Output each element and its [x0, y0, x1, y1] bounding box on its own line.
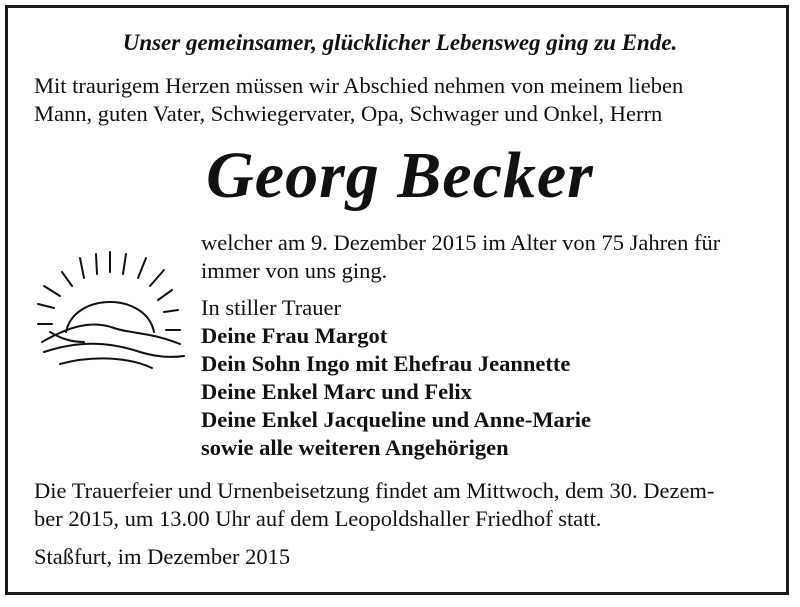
intro-line-1: Mit traurigem Herzen müssen wir Abschied nehmen von meinem lieben — [34, 73, 684, 98]
place-date: Staßfurt, im Dezember 2015 — [34, 544, 291, 569]
sunset-hills-icon — [30, 240, 190, 375]
mourner-line-5: sowie alle weiteren Angehörigen — [201, 435, 509, 460]
mourner-line-3: Deine Enkel Marc und Felix — [201, 379, 472, 404]
deceased-name: Georg Becker — [206, 139, 594, 212]
headline: Unser gemeinsamer, glücklicher Lebensweg ging zu Ende. — [122, 30, 678, 55]
death-details-line-2: immer von uns ging. — [201, 258, 388, 283]
ceremony-line-2: ber 2015, um 13.00 Uhr auf dem Leopoldshaller Friedhof statt. — [34, 506, 602, 531]
death-details-line-1: welcher am 9. Dezember 2015 im Alter von 75 Jahren für — [201, 230, 721, 255]
mourner-line-2: Dein Sohn Ingo mit Ehefrau Jeannette — [201, 351, 571, 376]
mourner-line-4: Deine Enkel Jacqueline und Anne-Marie — [201, 407, 592, 432]
mourning-phrase: In stiller Trauer — [201, 295, 341, 320]
intro-line-2: Mann, guten Vater, Schwiegervater, Opa, Schwager und Onkel, Herrn — [34, 101, 663, 126]
ceremony-line-1: Die Trauerfeier und Urnenbeisetzung findet am Mittwoch, dem 30. Dezem- — [34, 478, 715, 503]
mourner-line-1: Deine Frau Margot — [201, 323, 388, 348]
